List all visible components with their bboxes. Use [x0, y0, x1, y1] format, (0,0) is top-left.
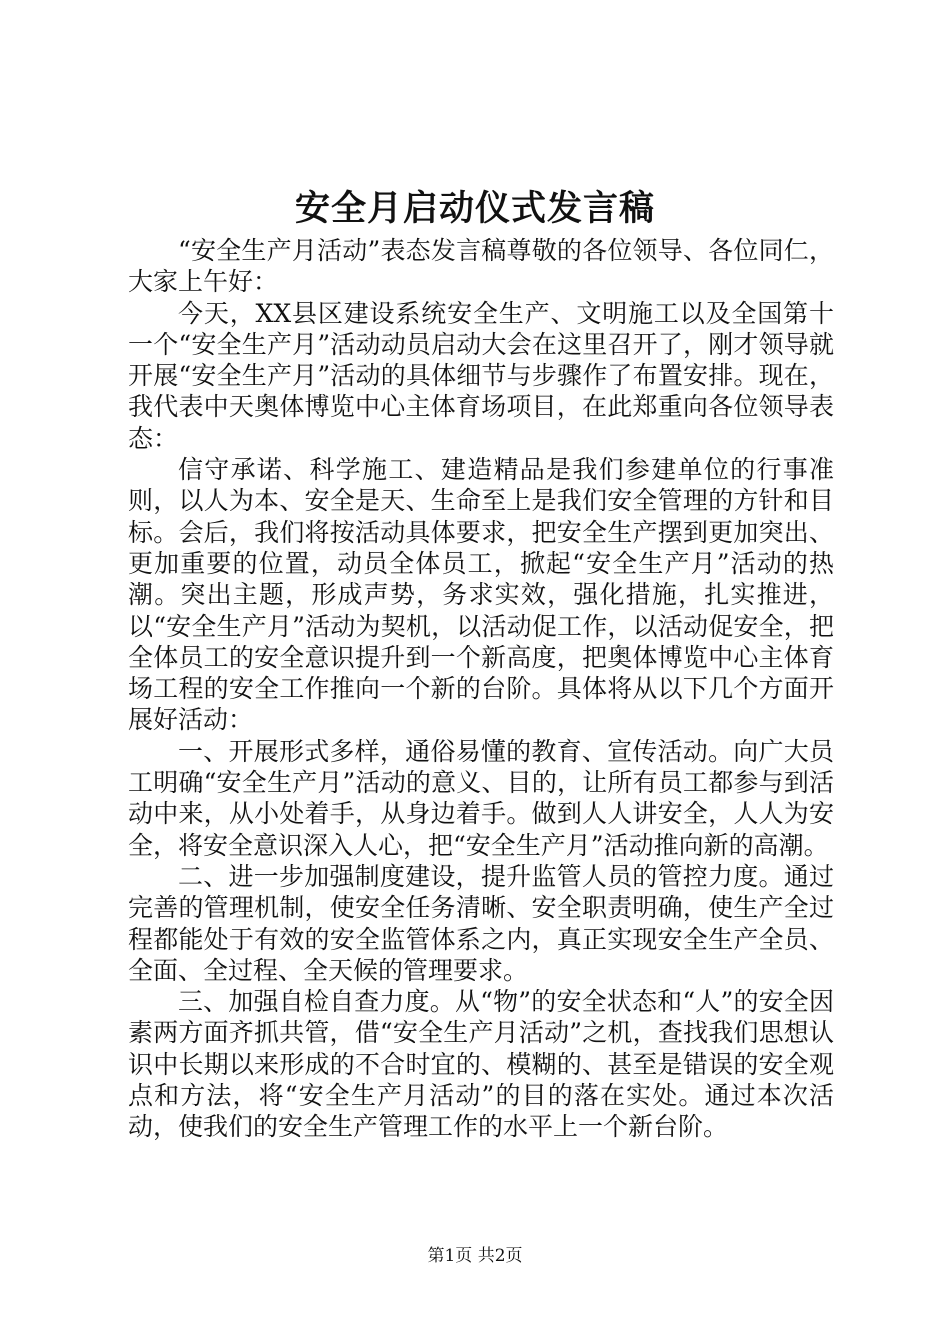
document-title: 安全月启动仪式发言稿: [294, 189, 655, 229]
paragraph-point-2: 二、进一步加强制度建设，提升监管人员的管控力度。通过完善的管理机制，使安全任务清晰、安全职责明确，使生产全过程都能处于有效的安全监管体系之内，真正实现安全生产全员、全面、全过程、全天候的管理要求。: [128, 861, 834, 985]
paragraph-greeting: “安全生产月活动”表态发言稿尊敬的各位领导、各位同仁，大家上午好：: [128, 236, 834, 297]
paragraph-point-3: 三、加强自检自查力度。从“物”的安全状态和“人”的安全因素两方面齐抓共管，借“安全生产月活动”之机，查找我们思想认识中长期以来形成的不合时宜的、模糊的、甚至是错误的安全观点和方法，将“安全生产月活动”的目的落在实处。通过本次活动，使我们的安全生产管理工作的水平上一个新台阶。: [128, 987, 834, 1142]
page-number-footer: 第1页 共2页: [427, 1246, 523, 1266]
paragraph-point-1: 一、开展形式多样，通俗易懂的教育、宣传活动。向广大员工明确“安全生产月”活动的意义、目的，让所有员工都参与到活动中来，从小处着手，从身边着手。做到人人讲安全，人人为安全，将安全意识深入人心，把“安全生产月”活动推向新的高潮。: [128, 736, 834, 860]
paragraph-commitment: 信守承诺、科学施工、建造精品是我们参建单位的行事准则，以人为本、安全是天、生命至上是我们安全管理的方针和目标。会后，我们将按活动具体要求，把安全生产摆到更加突出、更加重要的位置，动员全体员工，掀起“安全生产月”活动的热潮。突出主题，形成声势，务求实效，强化措施，扎实推进，以“安全生产月”活动为契机，以活动促工作，以活动促安全，把全体员工的安全意识提升到一个新高度，把奥体博览中心主体育场工程的安全工作推向一个新的台阶。具体将从以下几个方面开展好活动：: [128, 455, 834, 735]
document-body: [128, 235, 834, 1143]
paragraph-intro: 今天，XX县区建设系统安全生产、文明施工以及全国第十一个“安全生产月”活动动员启动大会在这里召开了，刚才领导就开展“安全生产月”活动的具体细节与步骤作了布置安排。现在，我代表中天奥体博览中心主体育场项目，在此郑重向各位领导表态：: [128, 298, 834, 453]
